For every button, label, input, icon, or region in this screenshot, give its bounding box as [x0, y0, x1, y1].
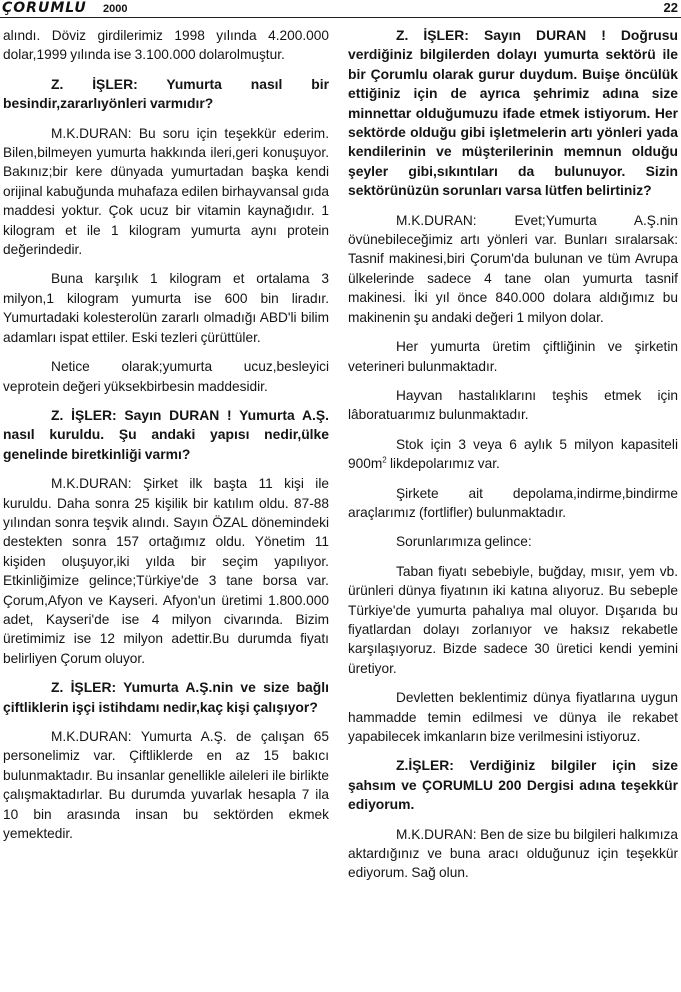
- interview-question: Z. İŞLER: Sayın DURAN ! Doğrusu verdiğiniz bilgilerden dolayı yumurta sektörü ile bir Çorumlu olarak gurur duydum. Buişe öncülük ettiğiniz için de ayrıca şehrimiz adına size minnettar olduğumuzu ifade etmek istiyorum. Her sektörde olduğu gibi işletmelerin artı yönleri yada kendilerinin ve müşterilerinin memnun olduğu şeyler gibi,sıkıntıları da bulunuyor. Sizin sektörünüzün sorunları varsa lütfen belirtiniz?: [348, 27, 678, 199]
- interview-answer: Taban fiyatı sebebiyle, buğday, mısır, yem vb. ürünleri dünya fiyatının iki katına alıyoruz. Bu sebeple Türkiye'de yumurta pahalıya mal oluyor. Dışarıda bu fiyatlardan dolayı zorlanıyor ve haksız rekabetle karşılaşıyoruz. Bizde sadece 30 üretici kendi yemini üretiyor.: [348, 563, 678, 676]
- interview-question: Z. İŞLER: Sayın DURAN ! Yumurta A.Ş. nasıl kuruldu. Şu andaki yapısı nedir,ülke genelinde biretkinliği varmı?: [3, 406, 329, 462]
- interview-answer: M.K.DURAN: Yumurta A.Ş. de çalışan 65 personelimiz var. Çiftliklerde en az 15 bakıcı bulunmaktadır. Bu insanlar genellikle aileleri ile birlikte çalışmaktadırlar. Bu durumda yuvarlak hesapla 7 ila 10 bin arasında insan bu sektörden ekmek yemektedir.: [3, 729, 329, 842]
- interview-answer: Hayvan hastalıklarını teşhis etmek için lâboratuarımız bulunmaktadır.: [348, 387, 678, 423]
- superscript: 2: [382, 455, 387, 465]
- storage-text: Stok için 3 veya 6 aylık 5 milyon kapasiteli 900m: [348, 436, 678, 472]
- interview-answer: Şirkete ait depolama,indirme,bindirme araçlarımız (fortlifler) bulunmaktadır.: [348, 485, 678, 520]
- interview-question: Z. İŞLER: Yumurta A.Ş.nin ve size bağlı çiftliklerin işçi istihdamı nedir,kaç kişi çalışıyor?: [3, 679, 329, 715]
- left-column: [3, 26, 329, 853]
- interview-question: Z.İŞLER: Verdiğiniz bilgiler için size şahsım ve ÇORUMLU 200 Dergisi adına teşekkür ediyorum.: [348, 757, 678, 813]
- interview-answer-storage: [348, 435, 678, 474]
- interview-answer: M.K.DURAN: Bu soru için teşekkür ederim. Bilen,bilmeyen yumurta hakkında ileri,geri konuşuyor. Bakınız;bir kere dünyada yumurtadan başka kendi orijinal kabuğunda muhafaza edilen birhayvansal gıda maddesi yoktur. Çok ucuz bir vitamin kaynağıdır. 1 kilogram et ile 1 kilogram yumurta aynı protein değerindedir.: [3, 125, 329, 258]
- page-number: 22: [663, 0, 678, 15]
- interview-answer: M.K.DURAN: Evet;Yumurta A.Ş.nin övünebileceğimiz artı yönleri var. Bunları sıralarsak: Tasnif makinesi,biri Çorum'da bulunan ve tüm Avrupa ülkelerinde sadece 4 tane olan yumurta tasnif makinesi. İki yıl önce 840.000 dolara aldığımız bu makinenin şu andaki değeri 1 milyon dolar.: [348, 212, 678, 325]
- interview-answer: M.K.DURAN: Şirket ilk başta 11 kişi ile kuruldu. Daha sonra 25 kişilik bir katılım oldu. 87-88 yılından sonra teşvik alındı. Sayın ÖZAL dönemindeki destekten sonra 157 ortağımız oldu. Yönetim 11 kişiden oluşuyor,iki yılda bir seçim yapılıyor. Etkinliğimize gelince;Türkiye'de 3 tane borsa var. Çorum,Afyon ve Kayseri. Afyon'un üretimi 1.800.000 adet, Kayseri'de ise 4 milyon civarında. Bizim üretimimiz ise 12 milyon adettir.Bu durumda fiyatı belirliyen Çorum oluyor.: [3, 476, 329, 666]
- magazine-logo: ÇORUMLU: [2, 0, 87, 16]
- interview-answer: Her yumurta üretim çiftliğinin ve şirketin veterineri bulunmaktadır.: [348, 339, 678, 374]
- interview-answer: M.K.DURAN: Ben de size bu bilgileri halkımıza aktardığınız ve buna aracı olduğunuz için teşekkür ediyorum. Sağ olun.: [348, 826, 678, 881]
- interview-answer: Buna karşılık 1 kilogram et ortalama 3 milyon,1 kilogram yumurta ise 600 bin liradır. Yumurtadaki kolesterolün zararlı olmadığı ABD'li bilim adamları ispat ettiler. Eski tezleri çürüttüler.: [3, 271, 329, 345]
- interview-answer: Devletten beklentimiz dünya fiyatlarına uygun hammadde temin edilmesi ve dünya ile rekabet yapabilecek imkanların bize verilmesini istiyoruz.: [348, 690, 678, 744]
- interview-question: Z. İŞLER: Yumurta nasıl bir besindir,zararlıyönleri varmıdır?: [3, 75, 329, 112]
- interview-answer: Netice olarak;yumurta ucuz,besleyici veprotein değeri yüksekbirbesin maddesidir.: [3, 359, 329, 394]
- paragraph: alındı. Döviz girdilerimiz 1998 yılında 4.200.000 dolar,1999 yılında ise 3.100.000 dolarolmuştur.: [3, 28, 329, 63]
- header-divider: [0, 17, 681, 18]
- magazine-year: 2000: [103, 3, 128, 15]
- storage-text-end: likdepolarımız var.: [386, 456, 500, 472]
- page-header: [0, 0, 681, 18]
- right-column: [348, 26, 678, 893]
- interview-answer: Sorunlarımıza gelince:: [396, 534, 532, 550]
